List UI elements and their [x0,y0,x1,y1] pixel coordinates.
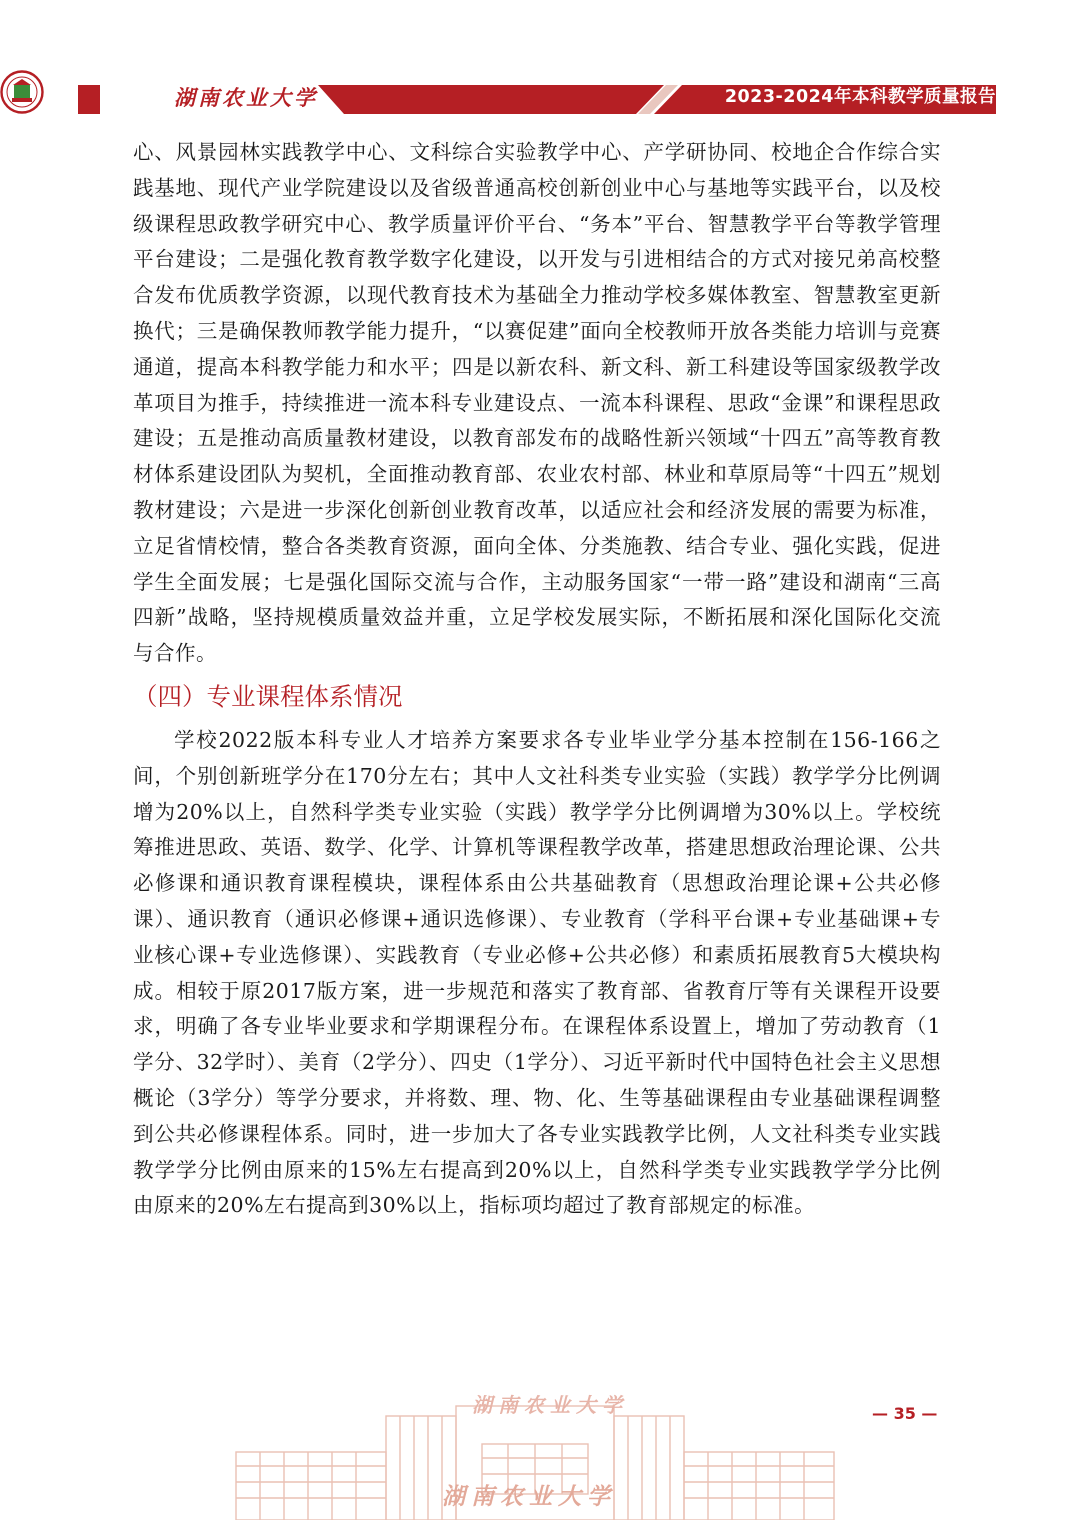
body-paragraph: 心、风景园林实践教学中心、文科综合实验教学中心、产学研协同、校地企合作综合实践基地、现代产业学院建设以及省级普通高校创新创业中心与基地等实践平台，以及校级课程思政教学研究中心、教学质量评价平台、“务本”平台、智慧教学平台等教学管理平台建设；二是强化教育教学数字化建设，以开发与引进相结合的方式对接兄弟高校整合发布优质教学资源，以现代教育技术为基础全力推动学校多媒体教室、智慧教室更新换代；三是确保教师教学能力提升，“以赛促建”面向全校教师开放各类能力培训与竞赛通道，提高本科教学能力和水平；四是以新农科、新文科、新工科建设等国家级教学改革项目为推手，持续推进一流本科专业建设点、一流本科课程、思政“金课”和课程思政建设；五是推动高质量教材建设，以教育部发布的战略性新兴领域“十四五”高等教育教材体系建设团队为契机，全面推动教育部、农业农村部、林业和草原局等“十四五”规划教材建设；六是进一步深化创新创业教育改革，以适应社会和经济发展的需要为标准，立足省情校情，整合各类教育资源，面向全体、分类施教、结合专业、强化实践，促进学生全面发展；七是强化国际交流与合作，主动服务国家“一带一路”建设和湖南“三高四新”战略，坚持规模质量效益并重，立足学校发展实际，不断拓展和深化国际化交流与合作。 [133,140,941,666]
page-number: — 35 — [872,1404,938,1423]
report-title: 2023-2024年本科教学质量报告 [724,87,996,107]
section-heading: （四）专业课程体系情况 [133,681,403,711]
footer-wordmark-top: 湖南农业大学 [472,1393,628,1417]
university-seal-icon [0,70,44,114]
body-paragraph: 学校2022版本科专业人才培养方案要求各专业毕业学分基本控制在156-166之间，个别创新班学分在170分左右；其中人文社科类专业实验（实践）教学学分比例调增为20%以上，自然科学类专业实验（实践）教学学分比例调增为30%以上。学校统筹推进思政、英语、数学、化学、计算机等课程教学改革，搭建思想政治理论课、公共必修课和通识教育课程模块，课程体系由公共基础教育（思想政治理论课+公共必修课）、通识教育（通识必修课+通识选修课）、专业教育（学科平台课+专业基础课+专业核心课+专业选修课）、实践教育（专业必修+公共必修）和素质拓展教育5大模块构成。相较于原2017版方案，进一步规范和落实了教育部、省教育厅等有关课程开设要求，明确了各专业毕业要求和学期课程分布。在课程体系设置上，增加了劳动教育（1学分、32学时）、美育（2学分）、四史（1学分）、习近平新时代中国特色社会主义思想概论（3学分）等学分要求，并将数、理、物、化、生等基础课程由专业基础课程调整到公共必修课程体系。同时，进一步加大了各专业实践教学比例，人文社科类专业实践教学学分比例由原来的15%左右提高到20%以上，自然科学类专业实践教学学分比例由原来的20%左右提高到30%以上，指标项均超过了教育部规定的标准。 [133,727,941,1218]
university-wordmark: 湖南农业大学 [174,85,318,110]
footer-wordmark-bottom: 湖南农业大学 [442,1483,616,1510]
page-header [0,70,1074,132]
page-content [133,135,941,1224]
